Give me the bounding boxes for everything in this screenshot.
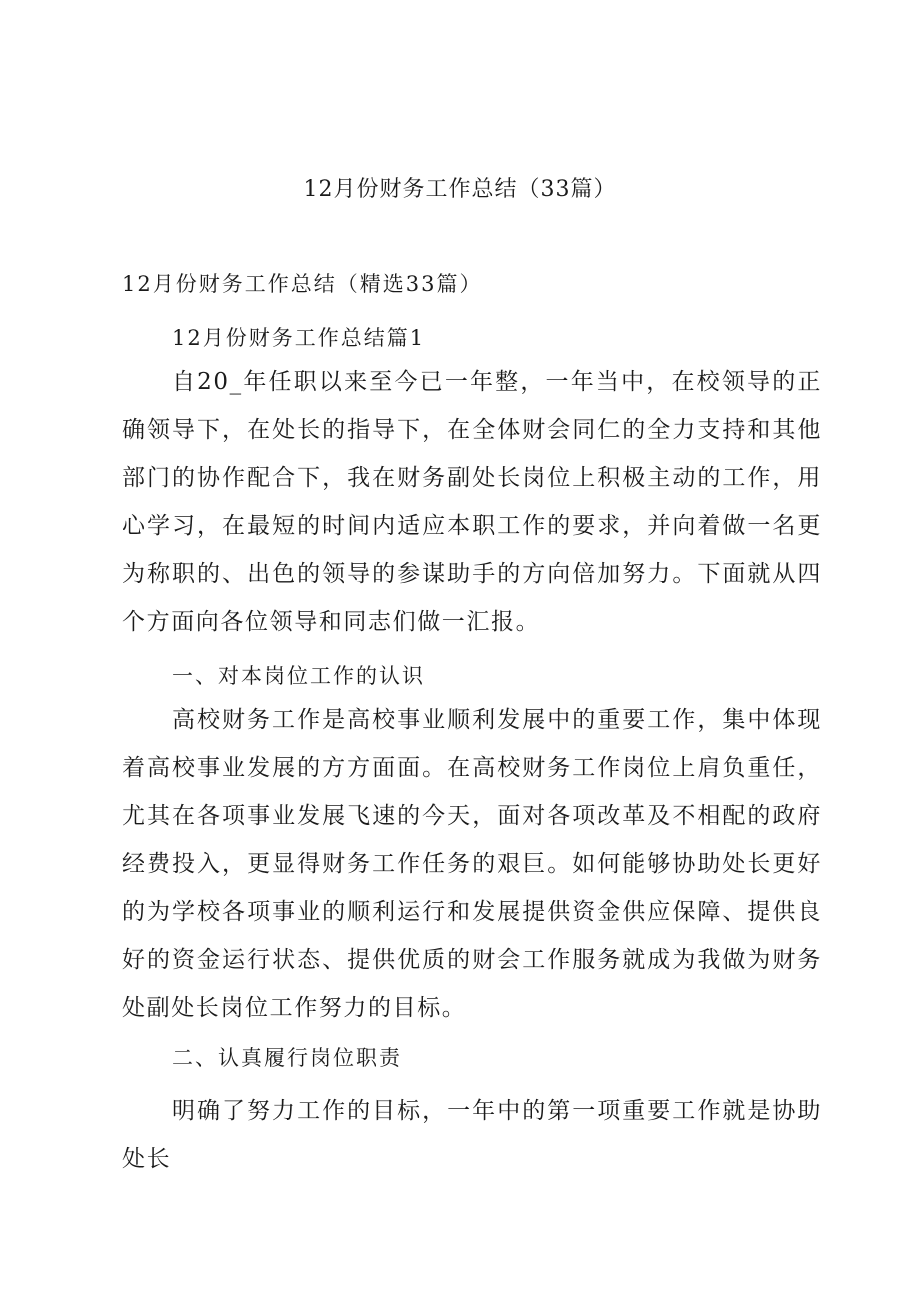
paragraph-intro: 自20_年任职以来至今已一年整，一年当中，在校领导的正确领导下，在处长的指导下，在全体财会同仁的全力支持和其他部门的协作配合下，我在财务副处长岗位上积极主动的工作，用心学习，在最短的时间内适应本职工作的要求，并向着做一名更为称职的、出色的领导的参谋助手的方向倍加努力。下面就从四个方面向各位领导和同志们做一汇报。 <box>122 369 822 635</box>
section-heading-2: 二、认真履行岗位职责 <box>172 1046 402 1070</box>
article-heading: 12月份财务工作总结篇1 <box>172 326 426 350</box>
paragraph-body: 高校财务工作是高校事业顺利发展中的重要工作，集中体现着高校事业发展的方方面面。在高校财务工作岗位上肩负重任，尤其在各项事业发展飞速的今天，面对各项改革及不相配的政府经费投入，更显得财务工作任务的艰巨。如何能够协助处长更好的为学校各项事业的顺利运行和发展提供资金供应保障、提供良好的资金运行状态、提供优质的财会工作服务就成为我做为财务处副处长岗位工作努力的目标。 <box>122 707 822 1021</box>
paragraph-continued: 明确了努力工作的目标，一年中的第一项重要工作就是协助处长 <box>122 1098 822 1172</box>
document-title: 12月份财务工作总结（33篇） <box>303 177 617 202</box>
document-subtitle: 12月份财务工作总结（精选33篇） <box>122 272 483 296</box>
section-heading-1: 一、对本岗位工作的认识 <box>172 664 425 688</box>
